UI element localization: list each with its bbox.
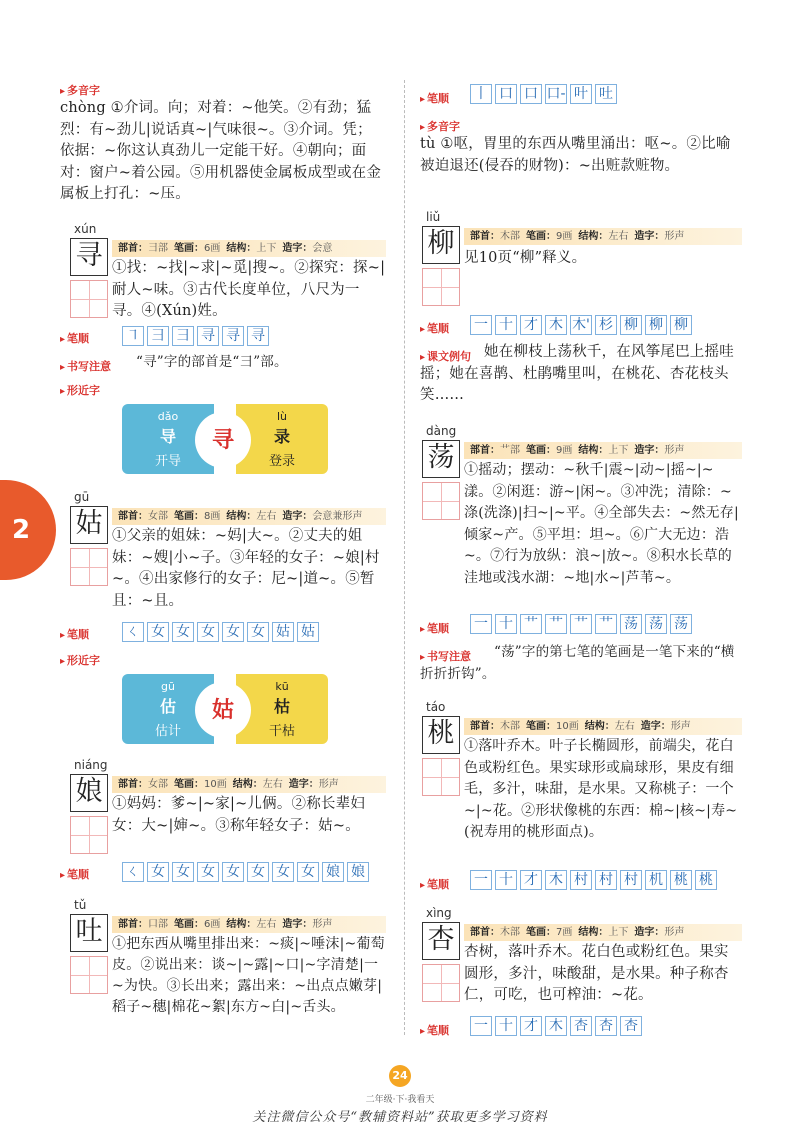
stroke-step: 十 <box>495 1016 517 1036</box>
tao-label-bishun: ▸ 笔顺 <box>420 876 449 892</box>
label-duoyin-tu: ▸ 多音字 <box>420 118 460 134</box>
stroke-step: 艹 <box>595 614 617 634</box>
xun-similar-card <box>122 404 328 474</box>
xun-label-xingjin: ▸ 形近字 <box>60 382 100 398</box>
gu-definition: ①父亲的姐妹：~妈|大~。②丈夫的姐妹：~嫂|小~子。③年轻的女子：~娘|村~。④出家修行的女子：尼~|道~。⑤暂且：~且。 <box>112 528 380 609</box>
xun-pinyin: xún <box>74 222 97 236</box>
stroke-step: ㄑ <box>122 862 144 882</box>
gu-label-xingjin: ▸ 形近字 <box>60 652 100 668</box>
dang-definition: ①摇动；摆动：~秋千|震~|动~|摇~|~漾。②闲逛：游~|闲~。③冲洗；清除：~涤(洗涤)|扫~|~平。④全部失去：~然无存|倾家~产。⑤平坦：坦~。⑥广大无边：浩~。⑦行为放纵：浪~|放~。⑧积水长草的洼地或浅水湖：~地|水~|芦苇~。 <box>464 462 739 586</box>
stroke-step: 娘 <box>347 862 369 882</box>
stroke-step: 娘 <box>322 862 344 882</box>
stroke-step: 杏 <box>620 1016 642 1036</box>
stroke-step: 寻 <box>222 326 244 346</box>
stroke-step: 杏 <box>595 1016 617 1036</box>
stroke-step: 叶 <box>570 84 592 104</box>
tu-duoyin: tù ①呕，胃里的东西从嘴里涌出：呕~。②比喻被迫退还(侵吞的财物)：~出赃款赃物。 <box>420 136 731 174</box>
liu-definition: 见10页“柳”释义。 <box>464 250 587 266</box>
xun-strokes <box>122 326 269 346</box>
niang-info: 部首：女部 笔画：10画 结构：左右 造字：形声 <box>112 776 386 793</box>
niang-strokes <box>122 862 369 882</box>
stroke-step: 木 <box>545 1016 567 1036</box>
stroke-step: 姑 <box>297 622 319 642</box>
xun-sim-center: 寻 <box>195 412 251 468</box>
gu-sim-center: 姑 <box>195 682 251 738</box>
xun-label-shuxie: ▸ 书写注意 <box>60 358 111 374</box>
stroke-step: 女 <box>297 862 319 882</box>
dang-info: 部首：艹部 笔画：9画 结构：上下 造字：形声 <box>464 442 742 459</box>
stroke-step: 寻 <box>197 326 219 346</box>
stroke-step: 艹 <box>520 614 542 634</box>
gu-sim-left: gū 估 估计 <box>122 674 214 744</box>
stroke-step: 村 <box>570 870 592 890</box>
stroke-step: 柳 <box>670 315 692 335</box>
stroke-step: 女 <box>147 622 169 642</box>
stroke-step: 彐 <box>172 326 194 346</box>
tu-char: 吐 <box>70 914 108 952</box>
gu-similar-card <box>122 674 328 744</box>
stroke-step: 女 <box>172 862 194 882</box>
stroke-step: 十 <box>495 315 517 335</box>
liu-strokes <box>470 315 692 335</box>
stroke-step: 一 <box>470 614 492 634</box>
xing-definition: 杏树，落叶乔木。花白色或粉红色。果实圆形，多汁，味酸甜，是水果。种子称杏仁，可吃，也可榨油：~花。 <box>464 944 729 1003</box>
niang-label-bishun: ▸ 笔顺 <box>60 866 89 882</box>
stroke-step: 桃 <box>695 870 717 890</box>
chong-definition: chòng ①介词。向；对着：~他笑。②有劲；猛烈：有~劲儿|说话真~|气味很~。③介词。凭；依据：~你这认真劲儿一定能干好。④朝向；面对：窗户~着公园。⑤用机器使金属板成型或在金属板上打孔：~压。 <box>60 100 382 202</box>
stroke-step: 杉 <box>595 315 617 335</box>
tao-pinyin: táo <box>426 700 446 714</box>
liu-practice-grid <box>422 268 460 306</box>
xing-pinyin: xìng <box>426 906 452 920</box>
liu-info: 部首：木部 笔画：9画 结构：左右 造字：形声 <box>464 228 742 245</box>
stroke-step: 一 <box>470 1016 492 1036</box>
stroke-step: 吐 <box>595 84 617 104</box>
page-number: 24 <box>389 1065 411 1087</box>
dang-note: “荡”字的第七笔的笔画是一笔下来的“横折折折钩”。 <box>420 644 735 682</box>
stroke-step: 寻 <box>247 326 269 346</box>
stroke-step: 村 <box>595 870 617 890</box>
stroke-step: 才 <box>520 315 542 335</box>
stroke-step: 女 <box>222 622 244 642</box>
liu-example: 她在柳枝上荡秋千，在风筝尾巴上摇哇摇；她在喜鹊、杜鹃嘴里叫，在桃花、杏花枝头笑…… <box>420 344 734 403</box>
unit-tab: 2 <box>0 480 56 580</box>
footer-grade: 二年级·下·我看天 <box>365 1095 435 1105</box>
xing-info: 部首：木部 笔画：7画 结构：上下 造字：形声 <box>464 924 742 941</box>
gu-char: 姑 <box>70 506 108 544</box>
stroke-step: 荡 <box>620 614 642 634</box>
stroke-step: ㄑ <box>122 622 144 642</box>
stroke-step: 女 <box>247 862 269 882</box>
tu-practice-grid <box>70 956 108 994</box>
stroke-step: 艹 <box>570 614 592 634</box>
xing-strokes <box>470 1016 642 1036</box>
stroke-step: 一 <box>470 870 492 890</box>
dang-label-shuxie: ▸ 书写注意 <box>420 648 471 664</box>
column-divider <box>404 80 405 1035</box>
stroke-step: 女 <box>247 622 269 642</box>
stroke-step: 丨 <box>470 84 492 104</box>
stroke-step: 村 <box>620 870 642 890</box>
xun-char: 寻 <box>70 238 108 276</box>
stroke-step: 桃 <box>670 870 692 890</box>
xing-char: 杏 <box>422 922 460 960</box>
stroke-step: 柳 <box>620 315 642 335</box>
stroke-step: 荡 <box>670 614 692 634</box>
tu-strokes <box>470 84 617 104</box>
stroke-step: 木 <box>545 315 567 335</box>
stroke-step: 一 <box>470 315 492 335</box>
stroke-step: 柳 <box>645 315 667 335</box>
stroke-step: 木' <box>570 315 592 335</box>
xun-sim-left: dǎo 导 开导 <box>122 404 214 474</box>
xun-note: “寻”字的部首是“彐”部。 <box>136 354 288 370</box>
gu-sim-right: kū 枯 干枯 <box>236 674 328 744</box>
dang-label-bishun: ▸ 笔顺 <box>420 620 449 636</box>
gu-label-bishun: ▸ 笔顺 <box>60 626 89 642</box>
dang-char: 荡 <box>422 440 460 478</box>
stroke-step: 女 <box>222 862 244 882</box>
stroke-step: 才 <box>520 870 542 890</box>
xun-practice-grid <box>70 280 108 318</box>
gu-info: 部首：女部 笔画：8画 结构：左右 造字：会意兼形声 <box>112 508 386 525</box>
tao-strokes <box>470 870 717 890</box>
tu-pinyin: tǔ <box>74 898 87 912</box>
stroke-step: 机 <box>645 870 667 890</box>
xun-definition: ①找：~找|~求|~觅|搜~。②探究：探~|耐人~味。③古代长度单位，八尺为一寻。④(Xún)姓。 <box>112 260 386 319</box>
niang-definition: ①妈妈：爹~|~家|~儿俩。②称长辈妇女：大~|婶~。③称年轻女子：姑~。 <box>112 796 366 834</box>
stroke-step: 杏 <box>570 1016 592 1036</box>
tao-char: 桃 <box>422 716 460 754</box>
tu-definition: ①把东西从嘴里排出来：~痰|~唾沫|~葡萄皮。②说出来：谈~|~露|~口|~字清楚|一~为快。③长出来；露出来：~出点点嫩芽|稻子~穗|棉花~絮|东方~白|~舌头。 <box>112 936 385 1015</box>
tao-info: 部首：木部 笔画：10画 结构：左右 造字：形声 <box>464 718 742 735</box>
niang-char: 娘 <box>70 774 108 812</box>
xun-label-bishun: ▸ 笔顺 <box>60 330 89 346</box>
stroke-step: 木 <box>545 870 567 890</box>
stroke-step: 女 <box>197 862 219 882</box>
label-duoyin: ▸ 多音字 <box>60 82 100 98</box>
gu-strokes <box>122 622 319 642</box>
niang-pinyin: niáng <box>74 758 108 772</box>
stroke-step: 十 <box>495 614 517 634</box>
footer-ad: 关注微信公众号“教辅资料站”获取更多学习资料 <box>252 1110 548 1125</box>
stroke-step: 口 <box>520 84 542 104</box>
dang-pinyin: dàng <box>426 424 457 438</box>
stroke-step: 艹 <box>545 614 567 634</box>
dang-strokes <box>470 614 692 634</box>
liu-label-bishun: ▸ 笔顺 <box>420 320 449 336</box>
stroke-step: ⺕ <box>147 326 169 346</box>
stroke-step: 口- <box>546 86 566 102</box>
niang-practice-grid <box>70 816 108 854</box>
tu-label-bishun: ▸ 笔顺 <box>420 90 449 106</box>
xun-info: 部首：彐部 笔画：6画 结构：上下 造字：会意 <box>112 240 386 257</box>
stroke-step: 女 <box>147 862 169 882</box>
gu-pinyin: gū <box>74 490 90 504</box>
stroke-step: 荡 <box>645 614 667 634</box>
liu-pinyin: liǔ <box>426 210 441 224</box>
stroke-step: 女 <box>197 622 219 642</box>
liu-label-kewen: ▸ 课文例句 <box>420 348 471 364</box>
tu-info: 部首：口部 笔画：6画 结构：左右 造字：形声 <box>112 916 386 933</box>
liu-char: 柳 <box>422 226 460 264</box>
stroke-step: 十 <box>495 870 517 890</box>
stroke-step: ㇕ <box>122 326 144 346</box>
xing-practice-grid <box>422 964 460 1002</box>
xing-label-bishun: ▸ 笔顺 <box>420 1022 449 1038</box>
tao-definition: ①落叶乔木。叶子长椭圆形，前端尖，花白色或粉红色。果实球形或扁球形，果皮有细毛，多汁，味甜，是水果。又称桃子：一个~|~花。②形状像桃的东西：棉~|核~|寿~(祝寿用的桃形面点)。 <box>464 738 738 840</box>
xun-sim-right: lù 录 登录 <box>236 404 328 474</box>
stroke-step: 姑 <box>272 622 294 642</box>
stroke-step: 才 <box>520 1016 542 1036</box>
gu-practice-grid <box>70 548 108 586</box>
stroke-step: 女 <box>272 862 294 882</box>
stroke-step: 女 <box>172 622 194 642</box>
stroke-step: 口 <box>495 84 517 104</box>
